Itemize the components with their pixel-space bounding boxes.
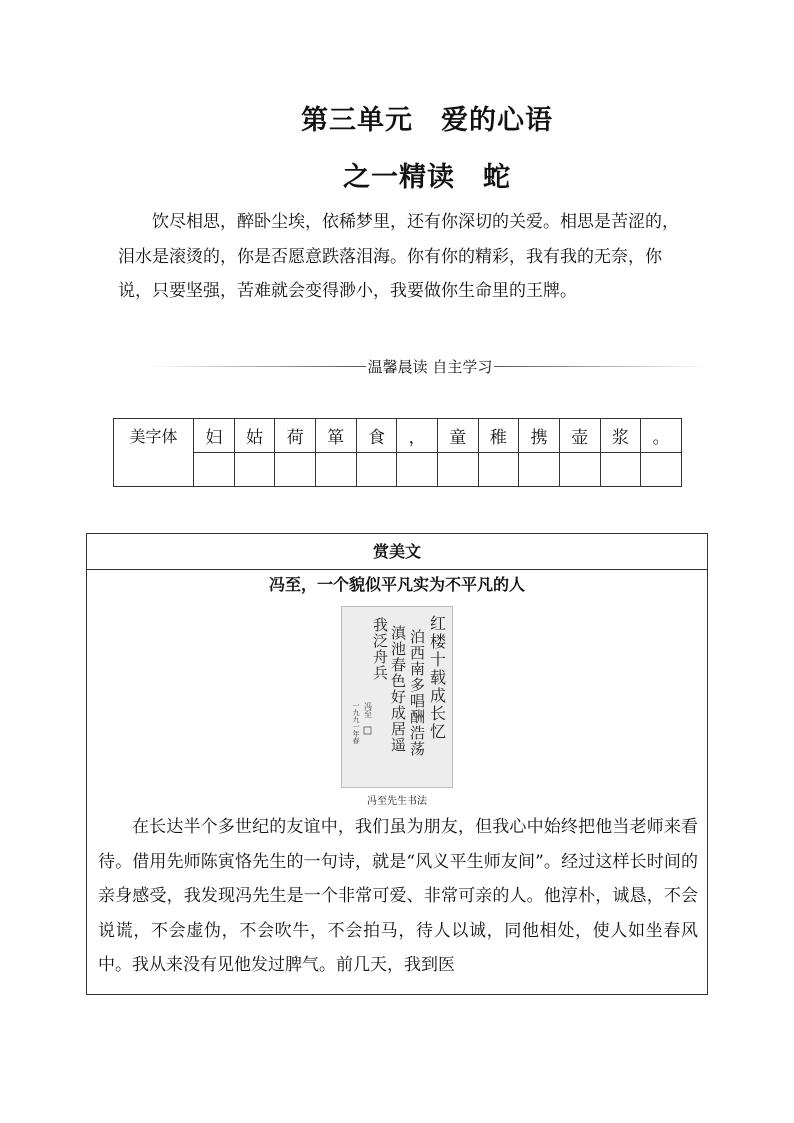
practice-char: 童 [437, 419, 478, 453]
practice-blank-cell[interactable] [397, 453, 438, 487]
practice-char: 姑 [234, 419, 275, 453]
practice-char: 携 [519, 419, 560, 453]
practice-blank-cell[interactable] [356, 453, 397, 487]
practice-blank-cell[interactable] [437, 453, 478, 487]
practice-blank-cell[interactable] [559, 453, 600, 487]
calligraphy-column: 红楼十载成长忆 [427, 615, 447, 741]
calligraphy-column: 泊西南多唱酬浩荡 [408, 629, 426, 757]
unit-title: 第三单元 爱的心语 [301, 105, 553, 136]
practice-blank-cell[interactable] [315, 453, 356, 487]
divider-line-left [150, 366, 366, 367]
practice-row-characters [114, 419, 682, 453]
practice-char: 稚 [478, 419, 519, 453]
article-body [98, 810, 698, 983]
image-caption: 冯至先生书法 [367, 796, 427, 807]
calligraphy-column: 冯至 [363, 702, 373, 718]
practice-char: 荷 [275, 419, 316, 453]
practice-char: 壶 [559, 419, 600, 453]
calligraphy-column: 滇池春色好成居遥 [389, 625, 407, 753]
intro-text: 饮尽相思，醉卧尘埃，依稀梦里，还有你深切的关爱。相思是苦涩的，泪水是滚烫的，你是否愿意跌落泪海。你有你的精彩，我有我的无奈，你说，只要坚强，苦难就会变得渺小，我要做你生命里的王牌。 [118, 212, 679, 301]
calligraphy-column: 一九九一年春 [352, 702, 360, 744]
practice-blank-cell[interactable] [275, 453, 316, 487]
article-title: 冯至，一个貌似平凡实为不平凡的人 [268, 575, 525, 594]
seal-mark [364, 727, 371, 734]
practice-blank-cell[interactable] [478, 453, 519, 487]
section-divider [150, 356, 710, 376]
practice-char: 食 [356, 419, 397, 453]
practice-table [113, 418, 682, 487]
lesson-title: 之一精读 蛇 [343, 162, 511, 193]
section-divider-label: 温馨晨读 自主学习 [367, 357, 493, 376]
divider-line-right [494, 366, 710, 367]
reading-box [86, 533, 708, 995]
reading-box-heading: 赏美文 [87, 534, 707, 570]
practice-blank-cell[interactable] [641, 453, 682, 487]
practice-blank-cell[interactable] [194, 453, 235, 487]
practice-blank-cell[interactable] [234, 453, 275, 487]
practice-char: 浆 [600, 419, 641, 453]
intro-paragraph [118, 205, 680, 309]
practice-char: ， [397, 419, 438, 453]
practice-char: 。 [641, 419, 682, 453]
article-paragraph: 在长达半个多世纪的友谊中，我们虽为朋友，但我心中始终把他当老师来看待。借用先师陈寅恪先生的一句诗，就是“风义平生师友间”。经过这样长时间的亲身感受，我发现冯先生是一个非常可爱、非常可亲的人。他淳朴，诚恳，不会说谎，不会虚伪，不会吹牛，不会拍马，待人以诚，同他相处，使人如坐春风中。我从来没有见他发过脾气。前几天，我到医 [98, 817, 698, 975]
calligraphy-image [341, 606, 453, 788]
calligraphy-column: 我泛舟兵 [371, 617, 389, 681]
practice-char: 箪 [315, 419, 356, 453]
practice-row-blank [114, 453, 682, 487]
practice-blank-cell[interactable] [600, 453, 641, 487]
calligraphy-artwork [342, 607, 452, 787]
practice-table-header: 美字体 [114, 419, 194, 487]
practice-blank-cell[interactable] [519, 453, 560, 487]
practice-char: 妇 [194, 419, 235, 453]
